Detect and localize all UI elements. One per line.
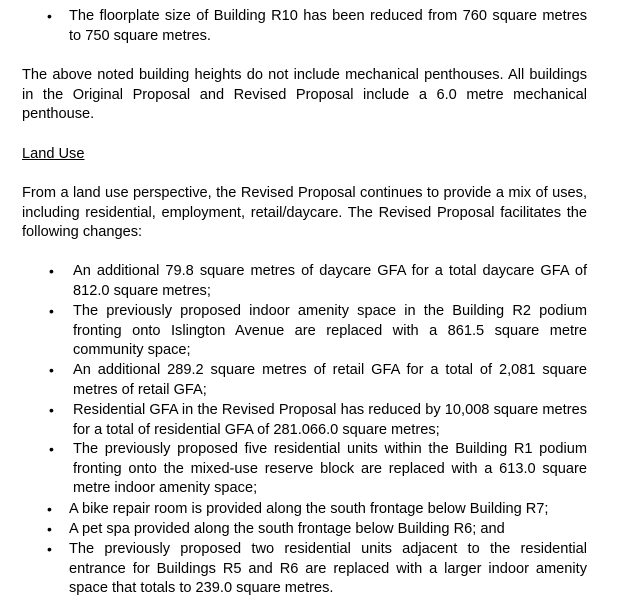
land-use-intro: From a land use perspective, the Revised Proposal continues to provide a mix of uses, including residential, employment, retail/daycare. The Revised Proposal facilitates the following changes: xyxy=(22,185,587,241)
bullet-icon: • xyxy=(47,8,52,24)
bullet-icon: • xyxy=(49,362,54,378)
list-item xyxy=(49,440,587,499)
heights-paragraph: The above noted building heights do not include mechanical penthouses. All buildings in the Original Proposal and Revised Proposal include a 6.0 metre mechanical penthouse. xyxy=(22,67,587,123)
bullet-icon: • xyxy=(49,263,54,279)
list-item xyxy=(47,520,587,540)
bullet-icon: • xyxy=(49,402,54,418)
list-item xyxy=(47,540,587,599)
list-item-text: A pet spa provided along the south frontage below Building R6; and xyxy=(69,521,505,537)
list-item-text: The previously proposed indoor amenity space in the Building R2 podium fronting onto Islington Avenue are replaced with a 861.5 square metre community space; xyxy=(73,303,587,359)
bullet-icon: • xyxy=(49,441,54,457)
list-item xyxy=(49,262,587,301)
list-item-text: Residential GFA in the Revised Proposal has reduced by 10,008 square metres for a total of residential GFA of 281.066.0 square metres; xyxy=(73,402,587,438)
list-item xyxy=(49,401,587,440)
bullet-icon: • xyxy=(47,501,52,517)
list-item-text: An additional 79.8 square metres of daycare GFA for a total daycare GFA of 812.0 square metres; xyxy=(73,263,587,299)
list-item-text: The previously proposed two residential units adjacent to the residential entrance for Buildings R5 and R6 are replaced with a larger indoor amenity space that totals to 239.0 square metres. xyxy=(69,541,587,597)
list-item xyxy=(47,7,587,46)
bullet-icon: • xyxy=(49,303,54,319)
list-item-text: An additional 289.2 square metres of retail GFA for a total of 2,081 square metres of retail GFA; xyxy=(73,362,587,398)
list-item xyxy=(49,302,587,361)
bullet-icon: • xyxy=(47,541,52,557)
list-item-text: The previously proposed five residential units within the Building R1 podium fronting onto the mixed-use reserve block are replaced with a 613.0 square metre indoor amenity space; xyxy=(73,441,587,497)
section-heading: Land Use xyxy=(22,146,85,162)
list-item-text: A bike repair room is provided along the south frontage below Building R7; xyxy=(69,501,549,517)
bullet-icon: • xyxy=(47,521,52,537)
list-item-text: The floorplate size of Building R10 has been reduced from 760 square metres to 750 square metres. xyxy=(69,8,587,44)
list-item xyxy=(49,361,587,400)
list-item xyxy=(47,500,587,520)
